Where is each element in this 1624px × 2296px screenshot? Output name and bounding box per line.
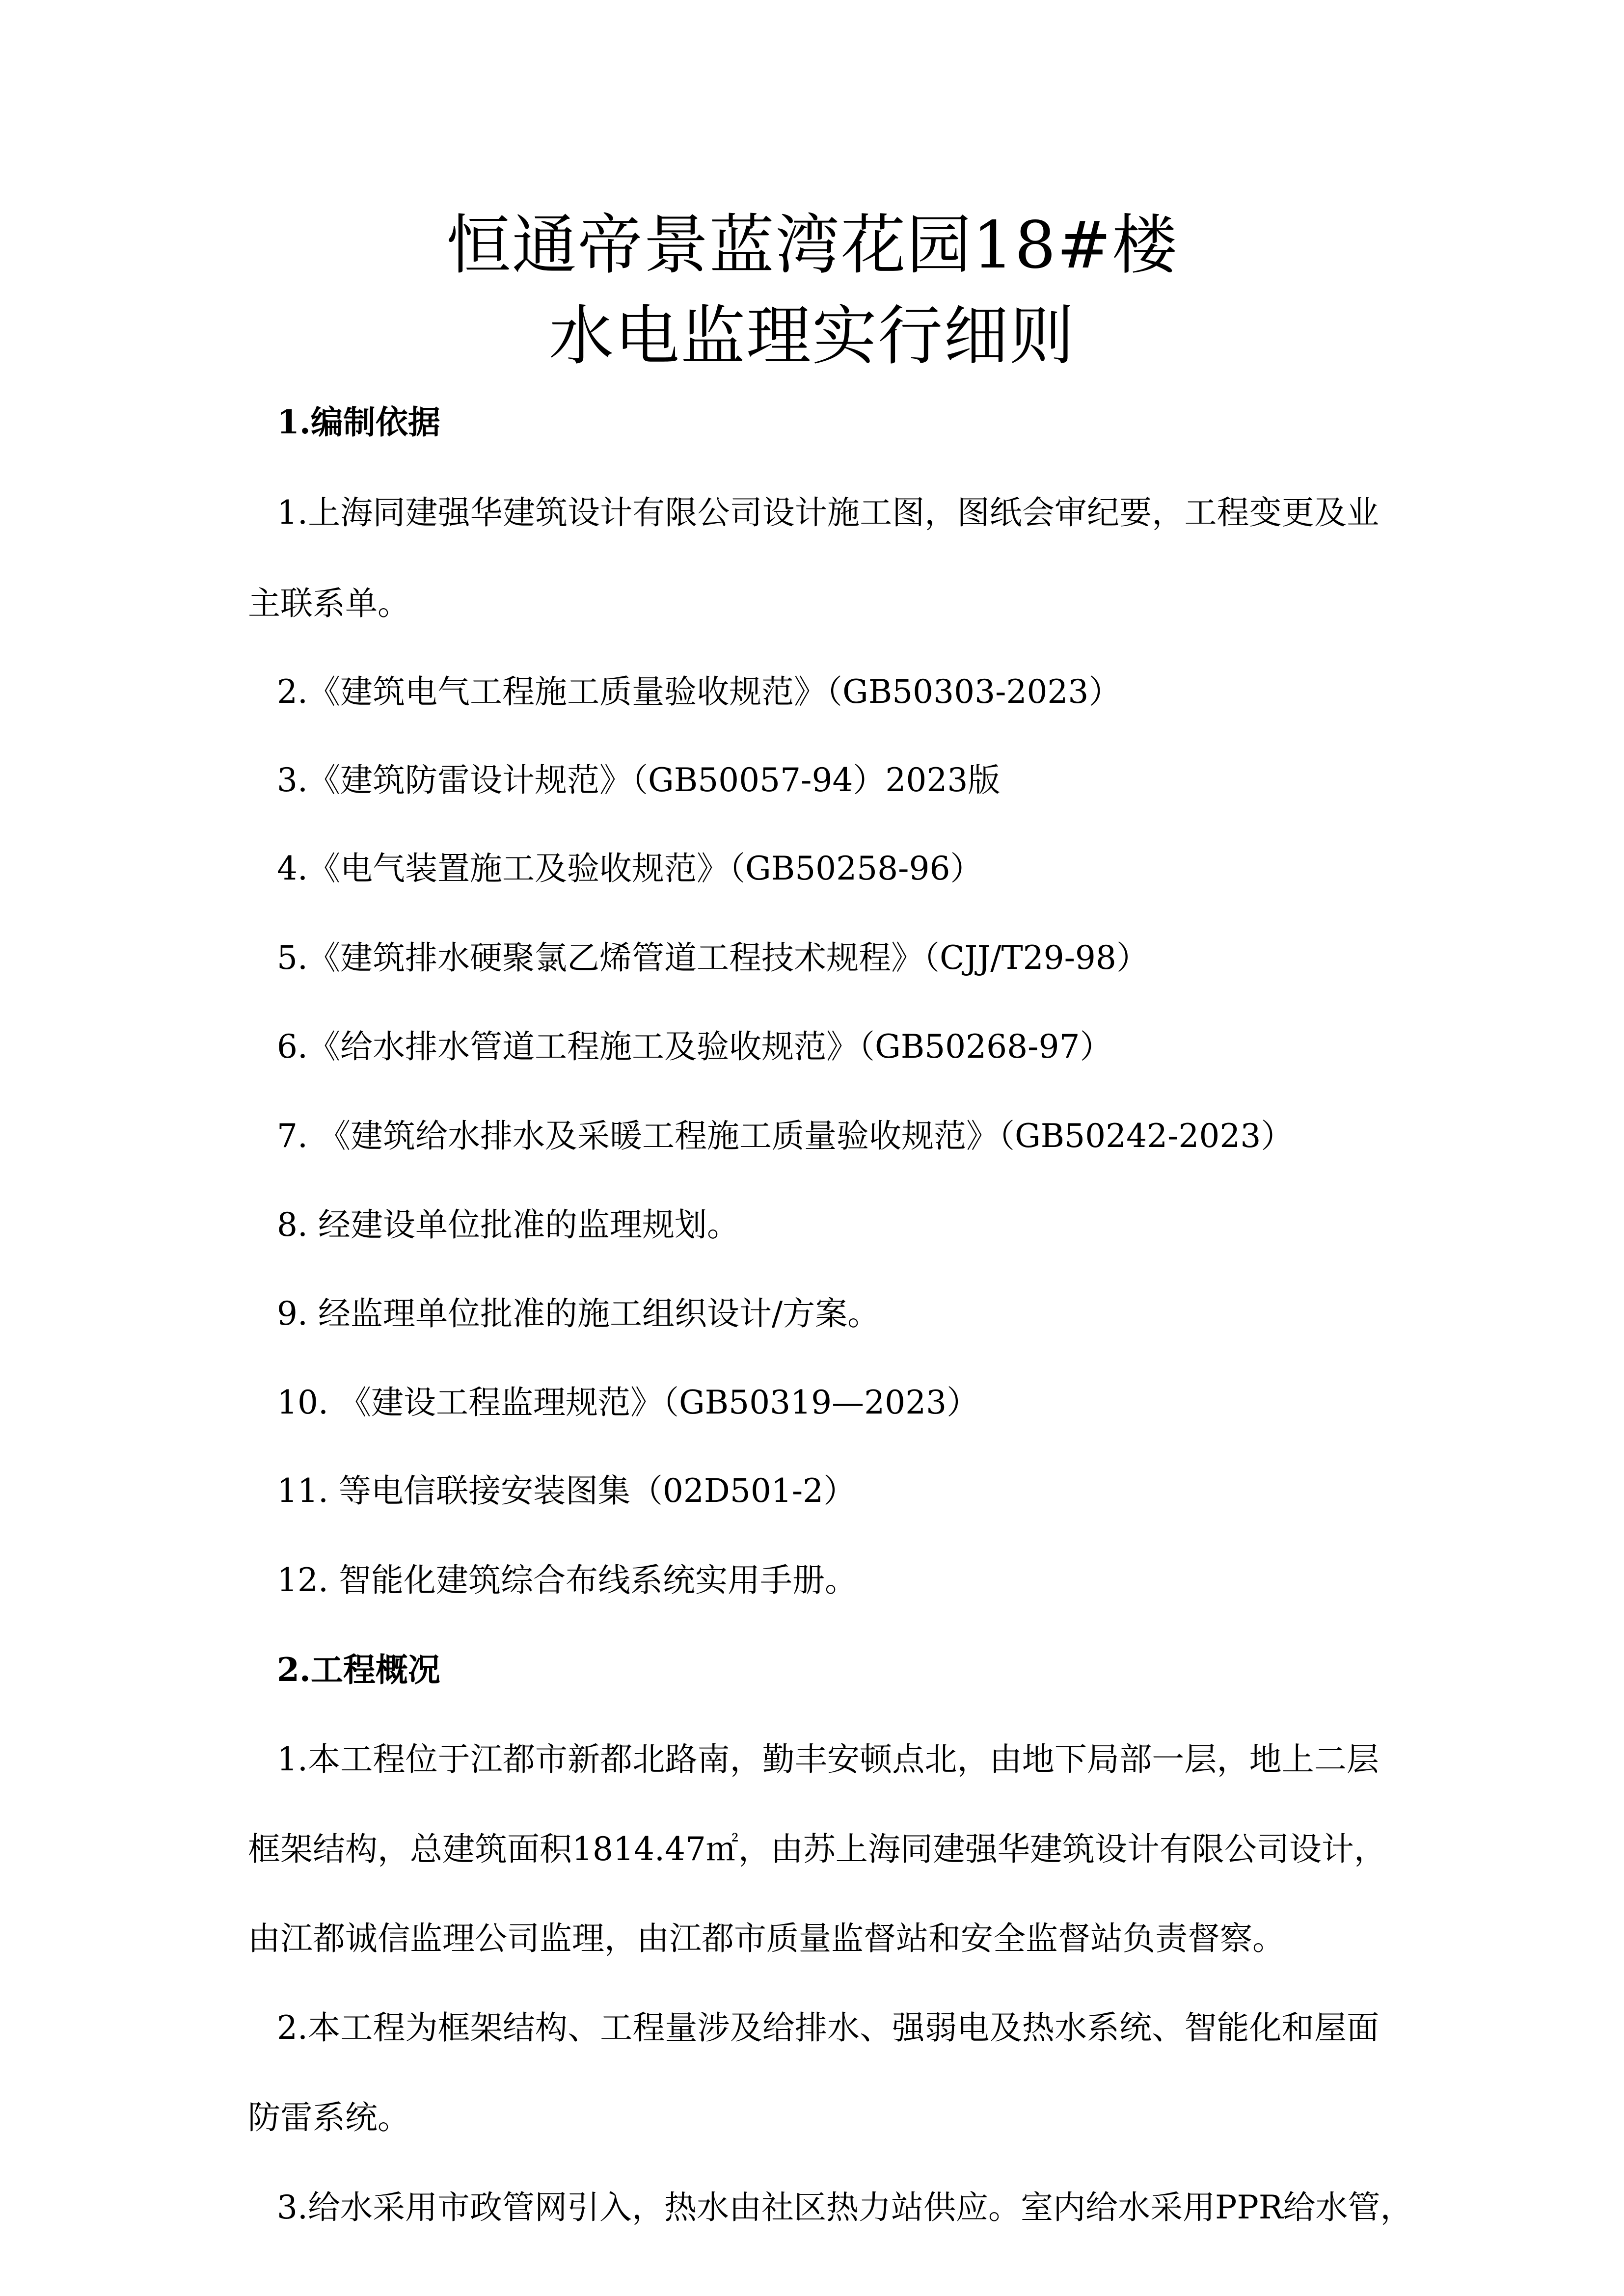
section-heading-basis: 1.编制依据: [277, 403, 440, 441]
basis-item-8: 8. 经建设单位批准的监理规划。: [277, 1206, 739, 1244]
basis-item-12: 12. 智能化建筑综合布线系统实用手册。: [277, 1561, 857, 1599]
basis-item-1-cont: 主联系单。: [248, 585, 410, 622]
overview-item-1: 1.本工程位于江都市新都北路南，勤丰安顿点北，由地下局部一层，地上二层: [277, 1740, 1379, 1778]
overview-item-2-cont: 防雷系统。: [248, 2099, 410, 2136]
basis-item-1: 1.上海同建强华建筑设计有限公司设计施工图，图纸会审纪要，工程变更及业: [277, 494, 1379, 532]
document-title-line2: 水电监理实行细则: [549, 298, 1075, 374]
basis-item-4: 4.《电气装置施工及验收规范》（GB50258-96）: [277, 850, 983, 887]
basis-item-9: 9. 经监理单位批准的施工组织设计/方案。: [277, 1295, 880, 1333]
basis-item-11: 11. 等电信联接安装图集（02D501-2）: [277, 1472, 856, 1510]
overview-item-3: 3.给水采用市政管网引入，热水由社区热力站供应。室内给水采用PPR给水管，: [277, 2189, 1413, 2226]
basis-item-5: 5.《建筑排水硬聚氯乙烯管道工程技术规程》（CJJ/T29-98）: [277, 939, 1149, 977]
document-title-line1: 恒通帝景蓝湾花园18#楼: [446, 208, 1178, 283]
basis-item-2: 2.《建筑电气工程施工质量验收规范》（GB50303-2023）: [277, 673, 1121, 711]
basis-item-6: 6.《给水排水管道工程施工及验收规范》（GB50268-97）: [277, 1028, 1112, 1066]
basis-item-3: 3.《建筑防雷设计规范》（GB50057-94）2023版: [277, 761, 1001, 799]
section-heading-overview: 2.工程概况: [277, 1651, 440, 1689]
basis-item-7: 7. 《建筑给水排水及采暖工程施工质量验收规范》（GB50242-2023）: [277, 1117, 1294, 1155]
overview-item-1-cont1: 框架结构，总建筑面积1814.47㎡，由苏上海同建强华建筑设计有限公司设计，: [248, 1830, 1386, 1868]
basis-item-10: 10. 《建设工程监理规范》（GB50319—2023）: [277, 1384, 979, 1421]
overview-item-2: 2.本工程为框架结构、工程量涉及给排水、强弱电及热水系统、智能化和屋面: [277, 2009, 1379, 2047]
overview-item-1-cont2: 由江都诚信监理公司监理，由江都市质量监督站和安全监督站负责督察。: [248, 1920, 1285, 1957]
